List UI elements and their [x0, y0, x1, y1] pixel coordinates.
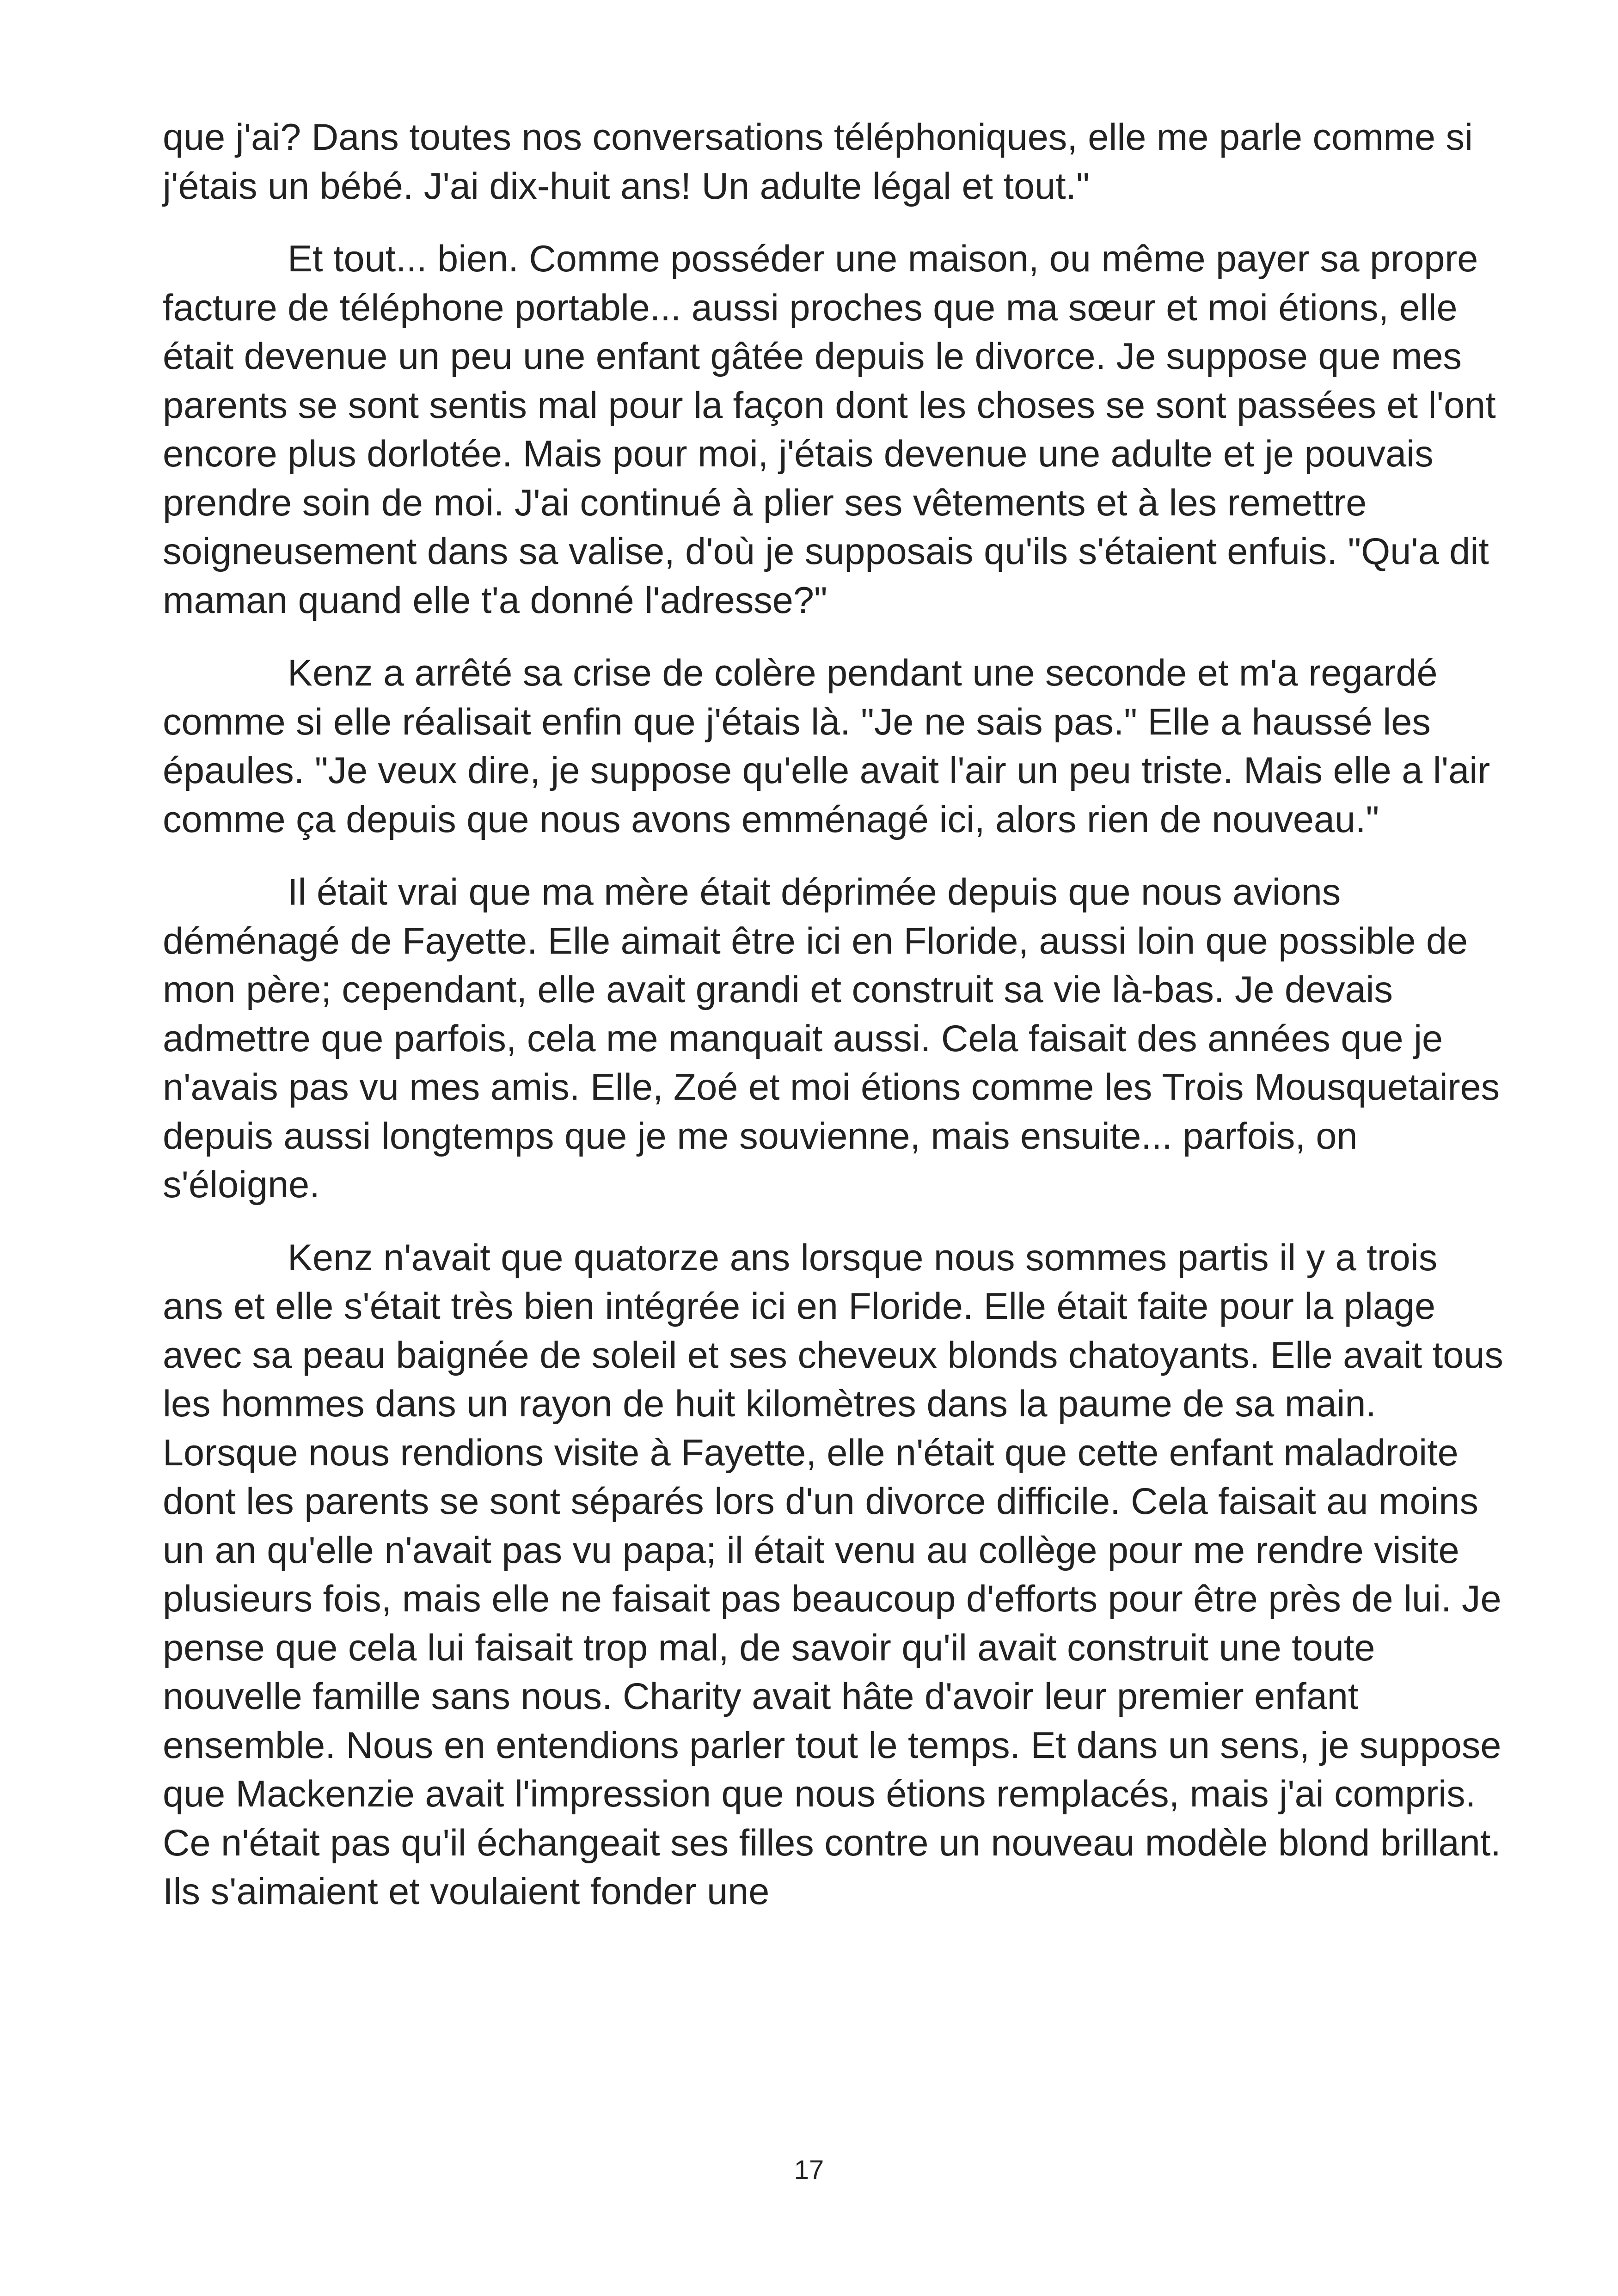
- paragraph: Et tout... bien. Comme posséder une maison, ou même payer sa propre facture de téléphone portable... aussi proches que ma sœur et moi étions, elle était devenue un peu une enfant gâtée depuis le divorce. Je suppose que mes parents se sont sentis mal pour la façon dont les choses se sont passées et l'ont encore plus dorlotée. Mais pour moi, j'étais devenue une adulte et je pouvais prendre soin de moi. J'ai continué à plier ses vêtements et à les remettre soigneusement dans sa valise, d'où je supposais qu'ils s'étaient enfuis. "Qu'a dit maman quand elle t'a donné l'adresse?": [163, 238, 1496, 621]
- paragraph: Kenz a arrêté sa crise de colère pendant une seconde et m'a regardé comme si elle réalisait enfin que j'étais là. "Je ne sais pas." Elle a haussé les épaules. "Je veux dire, je suppose qu'elle avait l'air un peu triste. Mais elle a l'air comme ça depuis que nous avons emménagé ici, alors rien de nouveau.": [163, 652, 1490, 840]
- page-number: 17: [794, 2155, 824, 2185]
- paragraph: que j'ai? Dans toutes nos conversations téléphoniques, elle me parle comme si j'étais un bébé. J'ai dix-huit ans! Un adulte légal et tout.": [163, 116, 1473, 207]
- body-text: [163, 113, 1503, 1916]
- paragraph: Kenz n'avait que quatorze ans lorsque nous sommes partis il y a trois ans et elle s'était très bien intégrée ici en Floride. Elle était faite pour la plage avec sa peau baignée de soleil et ses cheveux blonds chatoyants. Elle avait tous les hommes dans un rayon de huit kilomètres dans la paume de sa main. Lorsque nous rendions visite à Fayette, elle n'était que cette enfant maladroite dont les parents se sont séparés lors d'un divorce difficile. Cela faisait au moins un an qu'elle n'avait pas vu papa; il était venu au collège pour me rendre visite plusieurs fois, mais elle ne faisait pas beaucoup d'efforts pour être près de lui. Je pense que cela lui faisait trop mal, de savoir qu'il avait construit une toute nouvelle famille sans nous. Charity avait hâte d'avoir leur premier enfant ensemble. Nous en entendions parler tout le temps. Et dans un sens, je suppose que Mackenzie avait l'impression que nous étions remplacés, mais j'ai compris. Ce n'était pas qu'il échangeait ses filles contre un nouveau modèle blond brillant. Ils s'aimaient et voulaient fonder une: [163, 1237, 1503, 1912]
- paragraph: Il était vrai que ma mère était déprimée depuis que nous avions déménagé de Fayette. Elle aimait être ici en Floride, aussi loin que possible de mon père; cependant, elle avait grandi et construit sa vie là-bas. Je devais admettre que parfois, cela me manquait aussi. Cela faisait des années que je n'avais pas vu mes amis. Elle, Zoé et moi étions comme les Trois Mousquetaires depuis aussi longtemps que je me souvienne, mais ensuite... parfois, on s'éloigne.: [163, 871, 1500, 1206]
